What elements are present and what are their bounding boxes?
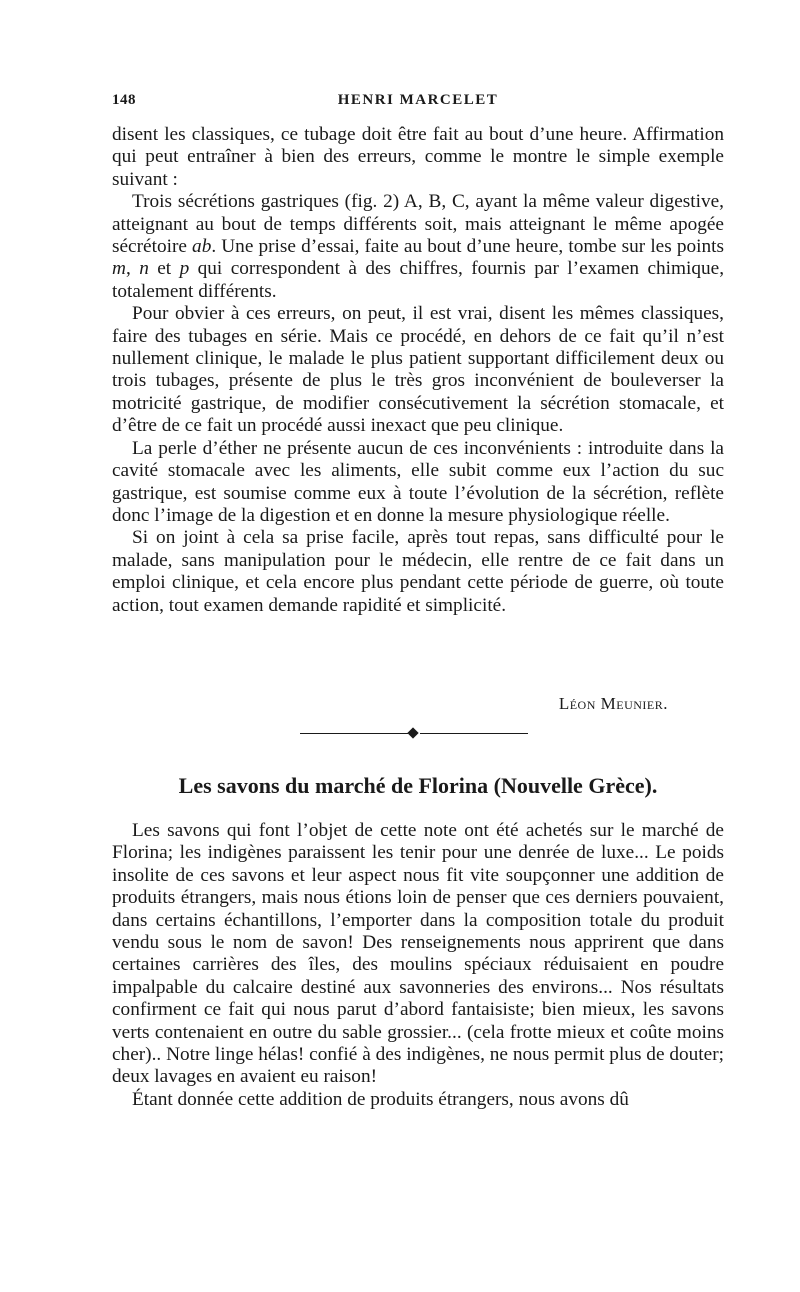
article-1-body: [112, 124, 724, 617]
italic-text: ab: [192, 236, 212, 258]
italic-text: n: [139, 258, 149, 280]
separator-line: [420, 733, 528, 734]
paragraph: Les savons qui font l’objet de cette note ont été achetés sur le marché de Florina; les indigènes paraissent les tenir pour une denrée de luxe... Le poids insolite de ces savons et leur aspect nous fit vite soupçonner une addition de produits étrangers, mais nous étions loin de penser que ces derniers pouvaient, dans certains échantillons, l’emporter dans la composition totale du produit vendu sous le nom de savon! Des renseignements nous apprirent que dans certaines carrières des îles, des moulins spéciaux réduisaient en poudre impalpable du calcaire destiné aux savonneries des environs... Nos résultats confirment ce fait qui nous parut d’abord fantaisiste; bien mieux, les savons verts contenaient en outre du sable grossier... (cela frotte mieux et coûte moins cher).. Notre linge hélas! confié à des indigènes, ne nous permit plus de douter; deux lavages en avaient eu raison!: [112, 820, 724, 1088]
page-header: [112, 92, 724, 112]
page-number: 148: [112, 92, 136, 108]
paragraph: disent les classiques, ce tubage doit être fait au bout d’une heure. Affirmation qui peut entraîner à bien des erreurs, comme le montre le simple exemple suivant :: [112, 124, 724, 190]
section-separator: [300, 729, 528, 739]
paragraph: La perle d’éther ne présente aucun de ces inconvénients : introduite dans la cavité stomacale avec les aliments, elle subit comme eux l’action du suc gastrique, est soumise comme eux à toute l’évolution de la sécrétion, reflète donc l’image de la digestion et en donne la mesure physiologique réelle.: [112, 437, 724, 526]
section-title: Les savons du marché de Florina (Nouvelle Grèce).: [178, 773, 658, 798]
article-2-body: [112, 820, 724, 1111]
running-title: HENRI MARCELET: [337, 92, 499, 108]
author-signature: Léon Meunier.: [558, 694, 668, 713]
paragraph: Si on joint à cela sa prise facile, après tout repas, sans difficulté pour le malade, sans manipulation pour le médecin, elle rentre de ce fait dans un emploi clinique, et cela encore plus pendant cette période de guerre, où toute action, tout examen demande rapidité et simplicité.: [112, 527, 724, 616]
text-run: qui correspondent à des chiffres, fournis par l’examen chimique, totalement différents.: [112, 258, 725, 302]
italic-text: p: [179, 258, 190, 280]
separator-line: [300, 733, 408, 734]
text-run: ,: [125, 258, 140, 280]
text-run: Trois sécrétions gastriques (fig. 2) A, B, C, ayant la même valeur digestive, atteignant au bout de temps différents soit, mais atteignant le même apogée sécrétoire: [112, 191, 724, 258]
paragraph: Étant donnée cette addition de produits étrangers, nous avons dû: [132, 1088, 629, 1110]
text-run: et: [148, 258, 180, 280]
paragraph: [112, 191, 724, 303]
diamond-ornament-icon: [407, 727, 418, 738]
paragraph: Pour obvier à ces erreurs, on peut, il est vrai, disent les mêmes classiques, faire des tubages en série. Mais ce procédé, en dehors de ce fait qu’il n’est nullement clinique, le malade le plus patient supportant difficilement deux ou trois tubages, présente de plus le très gros inconvénient de bouleverser la motricité gastrique, de modifier consécutivement la sécrétion stomacale, et d’être de ce fait un procédé aussi inexact que peu clinique.: [112, 303, 724, 437]
text-run: . Une prise d’essai, faite au bout d’une heure, tombe sur les points: [211, 236, 724, 258]
italic-text: m: [112, 258, 126, 280]
